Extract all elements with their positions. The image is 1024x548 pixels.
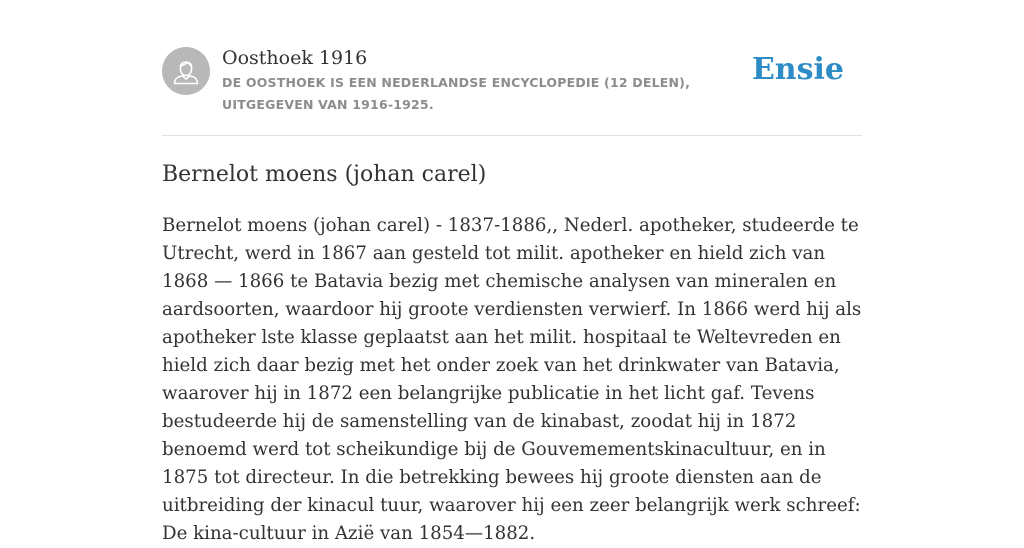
source-description: DE OOSTHOEK IS EEN NEDERLANDSE ENCYCLOPEDIE (12 DELEN), UITGEGEVEN VAN 1916-1925. bbox=[222, 75, 691, 112]
article-title: Bernelot moens (johan carel) bbox=[162, 162, 487, 187]
article-body: Bernelot moens (johan carel) - 1837-1886,, Nederl. apotheker, studeerde te Utrecht, werd in 1867 aan gesteld tot milit. apotheker en hield zich van 1868 — 1866 te Batavia bezig met chemische analysen van mineralen en aardsoorten, waardoor hij groote verdiensten verwierf. In 1866 werd hij als apotheker lste klasse geplaatst aan het milit. hospitaal te Weltevreden en hield zich daar bezig met het onder zoek van het drinkwater van Batavia, waarover hij in 1872 een belangrijke publicatie in het licht gaf. Tevens bestudeerde hij de samenstelling van de kinabast, zoodat hij in 1872 benoemd werd tot scheikundige bij de Gouvemementskinacultuur, en in 1875 tot directeur. In die betrekking bewees hij groote diensten aan de uitbreiding der kinacul tuur, waarover hij een zeer belangrijk werk schreef: De kina-cultuur in Azië van 1854—1882. bbox=[162, 215, 862, 544]
header-divider bbox=[162, 135, 862, 136]
source-header bbox=[162, 46, 862, 116]
source-title[interactable]: Oosthoek 1916 bbox=[222, 47, 368, 69]
brand-logo-link[interactable]: Ensie bbox=[751, 52, 844, 87]
user-silhouette-icon[interactable] bbox=[162, 47, 210, 95]
